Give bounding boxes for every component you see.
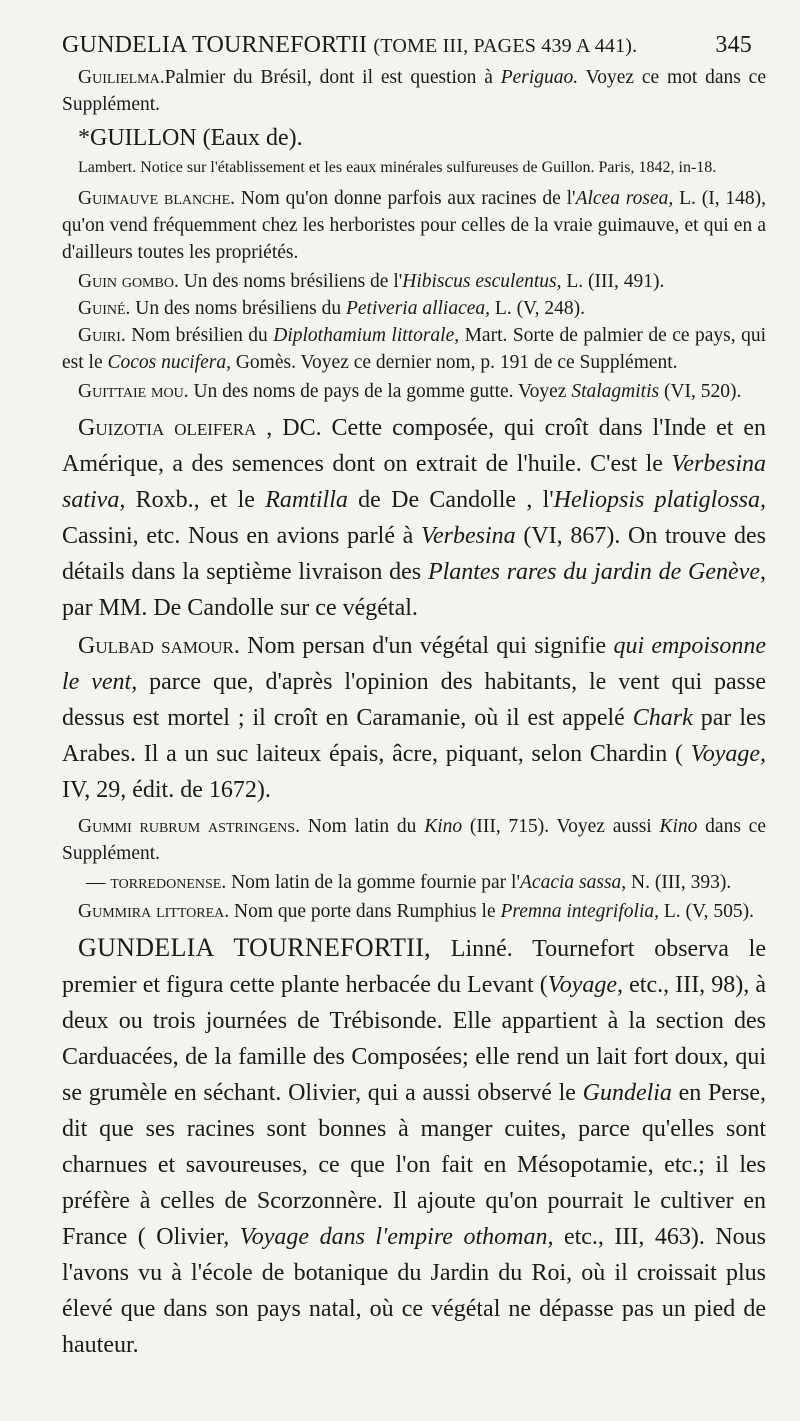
entry-headword: Guilielma. bbox=[78, 67, 165, 88]
entry-headword: GUNDELIA TOURNEFORTII, bbox=[78, 933, 431, 962]
entry-italic: qui empoisonne le vent, bbox=[62, 633, 767, 695]
entry-text: L. (III, 491). bbox=[561, 271, 665, 292]
entry-text: Gomès. Voyez ce dernier nom, p. 191 de ce Supplément. bbox=[230, 352, 678, 373]
entry-italic: Chark bbox=[632, 705, 693, 731]
entry-italic: Plantes rares du jardin de Genève bbox=[427, 559, 760, 585]
entry-italic: Premna integrifolia, bbox=[500, 901, 659, 922]
entry-text: par les Arabes. Il a un suc laiteux épais, âcre, piquant, selon Chardin ( bbox=[62, 705, 766, 767]
entry-italic: Voyage, bbox=[690, 741, 766, 767]
entry-text: de De Candolle , l' bbox=[347, 487, 554, 513]
entry-headword: Gummi rubrum astringens. bbox=[78, 816, 300, 837]
entry-text: , Mart. Sorte de palmier de ce pays, qui est le bbox=[62, 325, 767, 373]
entry-italic: Hibiscus esculentus, bbox=[402, 271, 562, 292]
entry-guilielma bbox=[62, 64, 766, 118]
page-body bbox=[62, 64, 766, 1363]
entry-guimauve bbox=[62, 185, 766, 266]
entry-text: Nom qu'on donne parfois aux racines de l' bbox=[235, 188, 576, 209]
entry-text: Un des noms brésiliens de l' bbox=[178, 271, 403, 292]
page-number: 345 bbox=[715, 32, 752, 58]
entry-text: parce que, d'après l'opinion des habitants, le vent qui passe dessus est mortel ; il croît en Caramanie, où il est appelé bbox=[62, 669, 767, 731]
entry-italic: Heliopsis platiglossa, bbox=[553, 487, 766, 513]
entry-text: Roxb., et le bbox=[125, 487, 266, 513]
entry-text: , par MM. De Candolle sur ce végétal. bbox=[62, 559, 766, 621]
entry-guine bbox=[62, 295, 766, 322]
entry-guiri bbox=[62, 322, 766, 376]
entry-text: Un des noms de pays de la gomme gutte. Voyez bbox=[188, 381, 572, 402]
entry-guillon bbox=[62, 120, 766, 156]
entry-italic: Diplothamium littorale bbox=[273, 325, 455, 346]
entry-text: etc., III, 463). Nous l'avons vu à l'école de botanique du Jardin du Roi, où il croissait plus élevé que dans son pays natal, où ce végétal ne dépasse pas un pied de hauteur. bbox=[62, 1224, 767, 1358]
entry-italic: Voyage dans l'empire othoman, bbox=[239, 1224, 554, 1250]
entry-text: L. (V, 248). bbox=[490, 298, 585, 319]
entry-text: IV, 29, édit. de 1672). bbox=[62, 777, 271, 803]
entry-headword: Guimauve blanche. bbox=[78, 188, 235, 209]
entry-headword: torredonense. bbox=[110, 872, 227, 893]
entry-text: etc., III, 98), à deux ou trois journées de Trébisonde. Elle appartient à la section des Carduacées, de la famille des Composées; elle rend un lait fort doux, qui se grumèle en séchant. Olivier, qui a aussi observé le bbox=[62, 972, 766, 1106]
entry-text: Un des noms brésiliens du bbox=[130, 298, 346, 319]
entry-guittaie-mou bbox=[62, 378, 766, 405]
entry-text: (Eaux de). bbox=[196, 125, 303, 151]
entry-gundelia bbox=[62, 930, 766, 1363]
entry-torredonense bbox=[62, 869, 766, 896]
entry-text: dans ce Supplément. bbox=[62, 816, 766, 864]
entry-gulbad-samour bbox=[62, 628, 766, 808]
entry-italic: Kino bbox=[659, 816, 698, 837]
entry-headword: Guiri. bbox=[78, 325, 126, 346]
entry-text: L. (I, 148), qu'on vend fréquemment chez les herboristes pour celles de la vraie guimauve, et qui en a d'ailleurs toutes les propriétés. bbox=[62, 188, 767, 263]
entry-text: Palmier du Brésil, dont il est question à bbox=[164, 67, 501, 88]
entry-headword: Guin gombo. bbox=[78, 271, 179, 292]
entry-italic: Gundelia bbox=[582, 1080, 672, 1106]
entry-guizotia bbox=[62, 410, 766, 626]
entry-italic: Petiveria alliacea, bbox=[345, 298, 491, 319]
entry-italic: Alcea rosea, bbox=[575, 188, 674, 209]
entry-italic: Verbesina sativa, bbox=[62, 451, 766, 513]
entry-text: Nom persan d'un végétal qui signifie bbox=[239, 633, 614, 659]
entry-text: Nom latin du bbox=[299, 816, 425, 837]
entry-text: Linné. Tournefort observa le premier et figura cette plante herbacée du Levant ( bbox=[62, 936, 766, 998]
entry-headword: Guizotia oleifera bbox=[78, 415, 257, 441]
entry-text: Voyez ce mot dans ce Supplément. bbox=[62, 67, 766, 115]
entry-text: N. (III, 393). bbox=[626, 872, 732, 893]
entry-italic: Acacia sassa, bbox=[520, 872, 627, 893]
entry-headword: *GUILLON bbox=[78, 125, 197, 151]
entry-text: (VI, 867). On trouve des détails dans la septième livraison des bbox=[62, 523, 766, 585]
header-title: GUNDELIA TOURNEFORTII bbox=[62, 32, 368, 58]
entry-italic: Stalagmitis bbox=[571, 381, 660, 402]
entry-italic: Cocos nucifera, bbox=[107, 352, 231, 373]
bibliography-lambert bbox=[62, 156, 766, 180]
entry-headword: Guittaie mou. bbox=[78, 381, 189, 402]
entry-italic: Periguao. bbox=[500, 67, 579, 88]
header-range: (TOME III, PAGES 439 A 441). bbox=[373, 35, 638, 57]
entry-text: (VI, 520). bbox=[659, 381, 742, 402]
entry-headword: Gummira littorea. bbox=[78, 901, 230, 922]
entry-italic: Kino bbox=[424, 816, 463, 837]
entry-headword: Guiné. bbox=[78, 298, 131, 319]
entry-text: Nom que porte dans Rumphius le bbox=[229, 901, 501, 922]
entry-text: (III, 715). Voyez aussi bbox=[462, 816, 660, 837]
entry-text: Cassini, etc. Nous en avions parlé à bbox=[62, 523, 421, 549]
entry-headword: Gulbad samour. bbox=[78, 633, 240, 659]
entry-text: Nom brésilien du bbox=[125, 325, 274, 346]
entry-guin-gombo bbox=[62, 268, 766, 295]
entry-italic: Verbesina bbox=[421, 523, 516, 549]
entry-text: , DC. Cette composée, qui croît dans l'Inde et en Amérique, a des semences dont on extrait de l'huile. C'est le bbox=[62, 415, 766, 477]
running-title bbox=[62, 32, 637, 59]
entry-dash: — bbox=[86, 872, 111, 893]
running-header bbox=[62, 32, 752, 59]
entry-text: en Perse, dit que ses racines sont bonnes à manger cuites, parce qu'elles sont charnues et savoureuses, ce que l'on fait en Mésopotamie, etc.; il les préfère à celles de Scorzonnère. Il ajoute qu'on pourrait le cultiver en France ( Olivier, bbox=[62, 1080, 766, 1250]
entry-italic: Ramtilla bbox=[265, 487, 348, 513]
entry-gummi-rubrum bbox=[62, 813, 766, 867]
entry-text: L. (V, 505). bbox=[658, 901, 754, 922]
entry-text: Nom latin de la gomme fournie par l' bbox=[226, 872, 520, 893]
entry-text: Lambert. Notice sur l'établissement et les eaux minérales sulfureuses de Guillon. Paris, 1842, in-18. bbox=[78, 159, 717, 176]
entry-gummira bbox=[62, 898, 766, 925]
entry-italic: Voyage, bbox=[547, 972, 624, 998]
